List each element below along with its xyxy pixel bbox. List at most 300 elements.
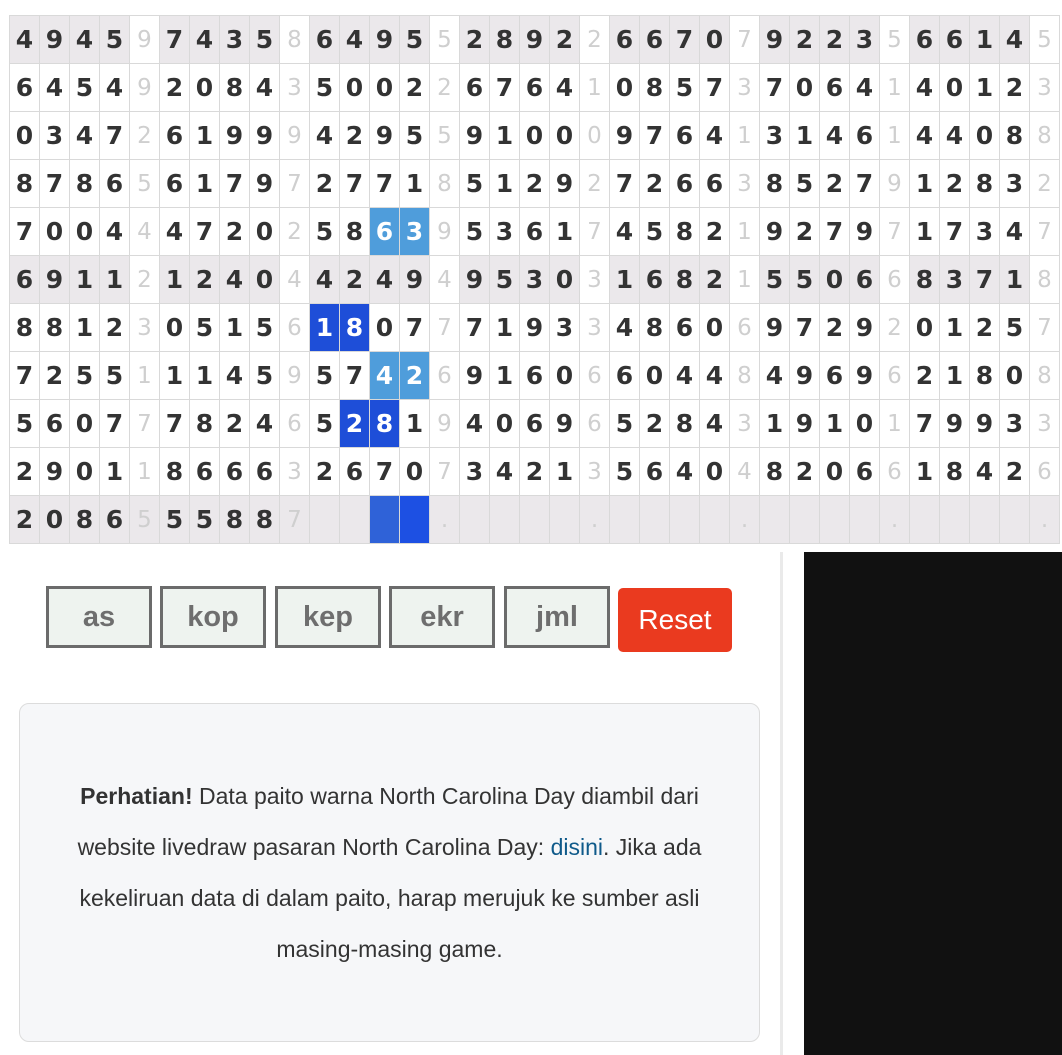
paito-digit[interactable]: 8 [640, 64, 670, 112]
paito-digit[interactable]: 0 [490, 400, 520, 448]
paito-digit[interactable]: 2 [400, 64, 430, 112]
paito-digit[interactable]: 1 [220, 304, 250, 352]
paito-digit[interactable]: 6 [610, 352, 640, 400]
paito-digit[interactable]: 0 [1000, 352, 1030, 400]
paito-digit[interactable]: 4 [460, 400, 490, 448]
paito-digit[interactable]: 2 [700, 208, 730, 256]
paito-digit[interactable]: 2 [940, 160, 970, 208]
paito-digit[interactable]: 3 [520, 256, 550, 304]
paito-digit[interactable]: 2 [310, 448, 340, 496]
paito-digit[interactable]: 9 [970, 400, 1000, 448]
paito-digit[interactable]: 1 [190, 352, 220, 400]
paito-digit[interactable]: 0 [370, 64, 400, 112]
paito-digit[interactable]: 9 [220, 112, 250, 160]
paito-digit[interactable]: 7 [370, 160, 400, 208]
paito-digit[interactable]: 5 [640, 208, 670, 256]
paito-digit[interactable] [790, 496, 820, 544]
paito-digit[interactable]: 9 [790, 352, 820, 400]
paito-digit[interactable]: 4 [70, 112, 100, 160]
paito-digit[interactable] [910, 496, 940, 544]
paito-digit[interactable]: 7 [790, 304, 820, 352]
paito-digit[interactable]: 4 [370, 256, 400, 304]
jml-button[interactable]: jml [504, 586, 610, 648]
paito-digit[interactable]: 7 [340, 160, 370, 208]
kep-button[interactable]: kep [275, 586, 381, 648]
paito-digit[interactable]: 2 [520, 160, 550, 208]
paito-digit[interactable]: 8 [760, 160, 790, 208]
paito-digit[interactable]: 3 [850, 16, 880, 64]
paito-digit[interactable]: 8 [370, 400, 400, 448]
paito-digit[interactable] [310, 496, 340, 544]
paito-digit[interactable] [670, 496, 700, 544]
paito-digit[interactable]: 9 [460, 256, 490, 304]
paito-digit[interactable]: 2 [700, 256, 730, 304]
paito-digit[interactable]: 1 [910, 160, 940, 208]
paito-digit[interactable]: 4 [250, 64, 280, 112]
paito-digit[interactable]: 0 [40, 208, 70, 256]
paito-digit[interactable]: 6 [160, 112, 190, 160]
paito-digit[interactable]: 0 [550, 352, 580, 400]
paito-digit[interactable]: 7 [100, 112, 130, 160]
paito-digit[interactable]: 2 [640, 400, 670, 448]
paito-digit[interactable]: 9 [40, 16, 70, 64]
paito-digit[interactable]: 8 [670, 208, 700, 256]
paito-digit[interactable]: 2 [820, 304, 850, 352]
paito-digit[interactable]: 0 [400, 448, 430, 496]
paito-digit[interactable]: 5 [610, 400, 640, 448]
paito-digit[interactable]: 6 [520, 352, 550, 400]
paito-digit[interactable]: 2 [40, 352, 70, 400]
paito-digit[interactable]: 7 [190, 208, 220, 256]
paito-digit[interactable] [460, 496, 490, 544]
paito-digit[interactable]: 1 [490, 352, 520, 400]
paito-digit[interactable] [340, 496, 370, 544]
paito-digit[interactable]: 4 [340, 16, 370, 64]
paito-digit[interactable]: 8 [670, 256, 700, 304]
paito-digit[interactable]: 2 [190, 256, 220, 304]
paito-digit[interactable]: 6 [700, 160, 730, 208]
paito-digit[interactable]: 1 [910, 448, 940, 496]
paito-digit[interactable]: 8 [490, 16, 520, 64]
paito-digit[interactable]: 0 [250, 208, 280, 256]
paito-digit[interactable]: 8 [970, 160, 1000, 208]
paito-digit[interactable]: 2 [160, 64, 190, 112]
paito-digit[interactable]: 6 [850, 448, 880, 496]
paito-digit[interactable]: 4 [700, 352, 730, 400]
paito-digit[interactable]: 2 [520, 448, 550, 496]
paito-digit[interactable]: 9 [250, 160, 280, 208]
paito-digit[interactable]: 2 [820, 16, 850, 64]
paito-digit[interactable]: 8 [640, 304, 670, 352]
paito-digit[interactable]: 0 [610, 64, 640, 112]
paito-digit[interactable]: 5 [400, 16, 430, 64]
paito-digit[interactable]: 7 [220, 160, 250, 208]
paito-digit[interactable]: 2 [340, 112, 370, 160]
paito-digit[interactable]: 7 [370, 448, 400, 496]
paito-digit[interactable]: 4 [610, 208, 640, 256]
paito-digit[interactable]: 4 [490, 448, 520, 496]
paito-digit[interactable]: 5 [70, 64, 100, 112]
paito-digit[interactable]: 9 [520, 304, 550, 352]
paito-digit[interactable]: 6 [460, 64, 490, 112]
paito-digit[interactable]: 9 [760, 16, 790, 64]
paito-digit[interactable]: 2 [790, 208, 820, 256]
paito-digit[interactable]: 0 [70, 208, 100, 256]
paito-digit[interactable]: 6 [910, 16, 940, 64]
paito-digit[interactable]: 1 [970, 16, 1000, 64]
paito-digit[interactable]: 1 [790, 112, 820, 160]
paito-digit[interactable]: 0 [370, 304, 400, 352]
paito-digit[interactable]: 8 [40, 304, 70, 352]
paito-digit[interactable]: 4 [850, 64, 880, 112]
paito-digit[interactable]: 4 [760, 352, 790, 400]
paito-digit[interactable]: 1 [100, 448, 130, 496]
paito-digit[interactable]: 0 [640, 352, 670, 400]
paito-digit[interactable]: 0 [40, 496, 70, 544]
paito-digit[interactable]: 0 [970, 112, 1000, 160]
paito-digit[interactable]: 7 [760, 64, 790, 112]
paito-digit[interactable]: 2 [640, 160, 670, 208]
paito-digit[interactable]: 9 [40, 448, 70, 496]
paito-digit[interactable]: 6 [190, 448, 220, 496]
paito-digit[interactable]: 7 [40, 160, 70, 208]
paito-digit[interactable]: 6 [250, 448, 280, 496]
paito-digit[interactable]: 4 [610, 304, 640, 352]
paito-digit[interactable]: 5 [1000, 304, 1030, 352]
paito-digit[interactable]: 4 [670, 352, 700, 400]
paito-digit[interactable] [610, 496, 640, 544]
paito-digit[interactable]: 2 [310, 160, 340, 208]
paito-digit[interactable]: 8 [670, 400, 700, 448]
paito-digit[interactable]: 5 [790, 256, 820, 304]
paito-digit[interactable]: 0 [70, 400, 100, 448]
paito-digit[interactable]: 8 [940, 448, 970, 496]
paito-digit[interactable]: 8 [1000, 112, 1030, 160]
paito-digit[interactable]: 1 [70, 304, 100, 352]
paito-digit[interactable]: 5 [100, 352, 130, 400]
paito-digit[interactable]: 6 [820, 64, 850, 112]
paito-digit[interactable]: 5 [400, 112, 430, 160]
paito-digit[interactable]: 4 [550, 64, 580, 112]
paito-digit[interactable]: 6 [10, 256, 40, 304]
paito-digit[interactable]: 6 [610, 16, 640, 64]
paito-digit[interactable]: 6 [520, 208, 550, 256]
paito-digit[interactable]: 9 [940, 400, 970, 448]
paito-digit[interactable]: 4 [100, 208, 130, 256]
paito-digit[interactable] [760, 496, 790, 544]
paito-digit[interactable]: 2 [220, 400, 250, 448]
paito-digit[interactable]: 5 [70, 352, 100, 400]
paito-digit[interactable]: 6 [640, 256, 670, 304]
paito-digit[interactable]: 5 [310, 64, 340, 112]
paito-digit[interactable]: 8 [910, 256, 940, 304]
paito-digit[interactable]: 8 [340, 304, 370, 352]
paito-digit[interactable]: 1 [160, 352, 190, 400]
paito-digit[interactable]: 3 [760, 112, 790, 160]
paito-digit[interactable]: 7 [10, 208, 40, 256]
paito-digit[interactable]: 5 [100, 16, 130, 64]
paito-digit[interactable]: 0 [550, 112, 580, 160]
paito-digit[interactable]: 6 [370, 208, 400, 256]
paito-digit[interactable]: 7 [640, 112, 670, 160]
paito-digit[interactable]: 1 [610, 256, 640, 304]
paito-digit[interactable]: 5 [10, 400, 40, 448]
kop-button[interactable]: kop [160, 586, 266, 648]
paito-digit[interactable]: 4 [310, 256, 340, 304]
paito-digit[interactable]: 1 [160, 256, 190, 304]
paito-digit[interactable]: 9 [250, 112, 280, 160]
paito-digit[interactable]: 3 [550, 304, 580, 352]
paito-digit[interactable]: 4 [670, 448, 700, 496]
paito-digit[interactable]: 5 [190, 496, 220, 544]
paito-digit[interactable]: 0 [700, 304, 730, 352]
paito-digit[interactable]: 7 [970, 256, 1000, 304]
paito-digit[interactable]: 7 [400, 304, 430, 352]
paito-digit[interactable]: 9 [550, 400, 580, 448]
paito-digit[interactable]: 4 [220, 352, 250, 400]
paito-digit[interactable]: 4 [250, 400, 280, 448]
paito-digit[interactable]: 1 [970, 64, 1000, 112]
paito-digit[interactable]: 6 [670, 304, 700, 352]
paito-digit[interactable]: 4 [1000, 208, 1030, 256]
paito-digit[interactable]: 5 [250, 16, 280, 64]
paito-digit[interactable] [520, 496, 550, 544]
paito-digit[interactable]: 5 [250, 352, 280, 400]
paito-digit[interactable]: 0 [520, 112, 550, 160]
ekr-button[interactable]: ekr [389, 586, 495, 648]
paito-digit[interactable]: 8 [10, 160, 40, 208]
paito-digit[interactable]: 1 [940, 352, 970, 400]
paito-digit[interactable]: 7 [940, 208, 970, 256]
paito-digit[interactable]: 4 [820, 112, 850, 160]
paito-digit[interactable]: 2 [10, 496, 40, 544]
paito-digit[interactable]: 1 [490, 112, 520, 160]
paito-digit[interactable]: 0 [10, 112, 40, 160]
paito-digit[interactable]: 3 [1000, 160, 1030, 208]
paito-digit[interactable]: 9 [370, 16, 400, 64]
paito-digit[interactable]: 1 [190, 160, 220, 208]
paito-digit[interactable]: 4 [220, 256, 250, 304]
paito-digit[interactable]: 3 [1000, 400, 1030, 448]
paito-digit[interactable]: 3 [970, 208, 1000, 256]
paito-digit[interactable]: 7 [820, 208, 850, 256]
source-link[interactable]: disini [550, 833, 603, 860]
paito-digit[interactable]: 8 [10, 304, 40, 352]
paito-digit[interactable]: 7 [910, 400, 940, 448]
paito-digit[interactable]: 1 [550, 448, 580, 496]
paito-digit[interactable]: 1 [400, 160, 430, 208]
paito-digit[interactable]: 6 [100, 160, 130, 208]
paito-digit[interactable]: 4 [40, 64, 70, 112]
paito-digit[interactable]: 3 [220, 16, 250, 64]
paito-digit[interactable]: 5 [310, 352, 340, 400]
paito-digit[interactable]: 4 [370, 352, 400, 400]
paito-digit[interactable]: 3 [940, 256, 970, 304]
paito-digit[interactable] [970, 496, 1000, 544]
paito-digit[interactable]: 1 [70, 256, 100, 304]
paito-digit[interactable]: 7 [160, 400, 190, 448]
paito-digit[interactable]: 0 [850, 400, 880, 448]
paito-digit[interactable]: 2 [820, 160, 850, 208]
paito-digit[interactable]: 8 [250, 496, 280, 544]
paito-digit[interactable] [400, 496, 430, 544]
paito-digit[interactable]: 6 [640, 16, 670, 64]
paito-digit[interactable] [550, 496, 580, 544]
paito-digit[interactable]: 8 [190, 400, 220, 448]
paito-digit[interactable]: 1 [940, 304, 970, 352]
paito-digit[interactable]: 5 [760, 256, 790, 304]
paito-digit[interactable]: 2 [220, 208, 250, 256]
paito-digit[interactable]: 6 [850, 112, 880, 160]
paito-digit[interactable]: 4 [910, 64, 940, 112]
paito-digit[interactable]: 0 [190, 64, 220, 112]
paito-digit[interactable]: 8 [160, 448, 190, 496]
paito-digit[interactable]: 0 [340, 64, 370, 112]
paito-digit[interactable]: 9 [400, 256, 430, 304]
paito-digit[interactable] [490, 496, 520, 544]
reset-button[interactable]: Reset [618, 588, 732, 652]
paito-digit[interactable]: 4 [940, 112, 970, 160]
paito-digit[interactable]: 7 [10, 352, 40, 400]
paito-digit[interactable] [700, 496, 730, 544]
paito-digit[interactable]: 2 [340, 256, 370, 304]
paito-digit[interactable]: 7 [490, 64, 520, 112]
paito-digit[interactable]: 0 [700, 448, 730, 496]
paito-digit[interactable]: 9 [850, 208, 880, 256]
paito-digit[interactable]: 5 [610, 448, 640, 496]
paito-digit[interactable]: 9 [520, 16, 550, 64]
paito-digit[interactable]: 2 [790, 16, 820, 64]
paito-digit[interactable]: 2 [1000, 448, 1030, 496]
paito-digit[interactable]: 4 [10, 16, 40, 64]
paito-digit[interactable]: 6 [940, 16, 970, 64]
paito-digit[interactable]: 1 [550, 208, 580, 256]
paito-digit[interactable]: 5 [310, 208, 340, 256]
paito-digit[interactable]: 1 [100, 256, 130, 304]
paito-digit[interactable]: 1 [910, 208, 940, 256]
paito-digit[interactable]: 2 [550, 16, 580, 64]
paito-digit[interactable]: 5 [310, 400, 340, 448]
paito-digit[interactable]: 1 [820, 400, 850, 448]
paito-digit[interactable]: 4 [70, 16, 100, 64]
paito-digit[interactable]: 6 [310, 16, 340, 64]
paito-digit[interactable]: 8 [220, 496, 250, 544]
paito-digit[interactable]: 1 [400, 400, 430, 448]
paito-digit[interactable]: 9 [760, 208, 790, 256]
paito-digit[interactable]: 6 [670, 160, 700, 208]
paito-digit[interactable]: 2 [340, 400, 370, 448]
paito-digit[interactable]: 9 [610, 112, 640, 160]
paito-digit[interactable]: 3 [40, 112, 70, 160]
paito-digit[interactable]: 6 [220, 448, 250, 496]
paito-digit[interactable]: 5 [160, 496, 190, 544]
paito-digit[interactable]: 3 [490, 208, 520, 256]
paito-digit[interactable]: 2 [100, 304, 130, 352]
paito-digit[interactable]: 1 [1000, 256, 1030, 304]
paito-digit[interactable]: 6 [100, 496, 130, 544]
paito-digit[interactable]: 7 [460, 304, 490, 352]
paito-digit[interactable]: 6 [10, 64, 40, 112]
paito-digit[interactable]: 1 [760, 400, 790, 448]
paito-digit[interactable]: 0 [160, 304, 190, 352]
paito-digit[interactable]: 8 [70, 496, 100, 544]
paito-digit[interactable]: 8 [340, 208, 370, 256]
paito-digit[interactable]: 6 [340, 448, 370, 496]
paito-digit[interactable]: 0 [820, 448, 850, 496]
paito-digit[interactable]: 4 [160, 208, 190, 256]
paito-digit[interactable]: 7 [100, 400, 130, 448]
paito-digit[interactable] [820, 496, 850, 544]
paito-digit[interactable]: 0 [700, 16, 730, 64]
paito-digit[interactable]: 7 [160, 16, 190, 64]
paito-digit[interactable]: 5 [670, 64, 700, 112]
paito-digit[interactable]: 8 [760, 448, 790, 496]
paito-digit[interactable]: 3 [460, 448, 490, 496]
paito-digit[interactable] [1000, 496, 1030, 544]
paito-digit[interactable]: 7 [700, 64, 730, 112]
paito-digit[interactable]: 8 [220, 64, 250, 112]
paito-digit[interactable]: 9 [460, 352, 490, 400]
paito-digit[interactable]: 7 [340, 352, 370, 400]
paito-digit[interactable]: 9 [460, 112, 490, 160]
paito-digit[interactable]: 8 [70, 160, 100, 208]
paito-digit[interactable]: 1 [490, 160, 520, 208]
paito-digit[interactable]: 7 [850, 160, 880, 208]
paito-digit[interactable]: 0 [940, 64, 970, 112]
paito-digit[interactable]: 2 [1000, 64, 1030, 112]
paito-digit[interactable]: 4 [910, 112, 940, 160]
paito-digit[interactable]: 4 [190, 16, 220, 64]
paito-digit[interactable]: 0 [70, 448, 100, 496]
paito-digit[interactable]: 5 [490, 256, 520, 304]
paito-digit[interactable]: 9 [790, 400, 820, 448]
paito-digit[interactable] [850, 496, 880, 544]
paito-digit[interactable]: 4 [700, 400, 730, 448]
paito-digit[interactable]: 9 [370, 112, 400, 160]
paito-digit[interactable]: 4 [700, 112, 730, 160]
paito-digit[interactable] [370, 496, 400, 544]
paito-digit[interactable]: 0 [910, 304, 940, 352]
as-button[interactable]: as [46, 586, 152, 648]
paito-digit[interactable]: 2 [460, 16, 490, 64]
paito-digit[interactable]: 2 [910, 352, 940, 400]
paito-digit[interactable]: 6 [850, 256, 880, 304]
paito-digit[interactable]: 2 [790, 448, 820, 496]
paito-digit[interactable]: 0 [550, 256, 580, 304]
paito-digit[interactable]: 8 [970, 352, 1000, 400]
paito-digit[interactable]: 5 [190, 304, 220, 352]
paito-digit[interactable]: 2 [10, 448, 40, 496]
paito-digit[interactable]: 4 [310, 112, 340, 160]
paito-digit[interactable]: 9 [40, 256, 70, 304]
paito-digit[interactable] [640, 496, 670, 544]
paito-digit[interactable]: 6 [160, 160, 190, 208]
paito-digit[interactable]: 5 [250, 304, 280, 352]
paito-digit[interactable]: 9 [550, 160, 580, 208]
paito-digit[interactable]: 3 [400, 208, 430, 256]
paito-digit[interactable]: 6 [520, 400, 550, 448]
paito-digit[interactable]: 2 [400, 352, 430, 400]
paito-digit[interactable]: 4 [1000, 16, 1030, 64]
paito-digit[interactable] [940, 496, 970, 544]
paito-digit[interactable]: 0 [790, 64, 820, 112]
paito-digit[interactable]: 6 [640, 448, 670, 496]
paito-digit[interactable]: 7 [670, 16, 700, 64]
paito-digit[interactable]: 6 [520, 64, 550, 112]
paito-digit[interactable]: 0 [250, 256, 280, 304]
paito-digit[interactable]: 4 [970, 448, 1000, 496]
paito-digit[interactable]: 9 [760, 304, 790, 352]
